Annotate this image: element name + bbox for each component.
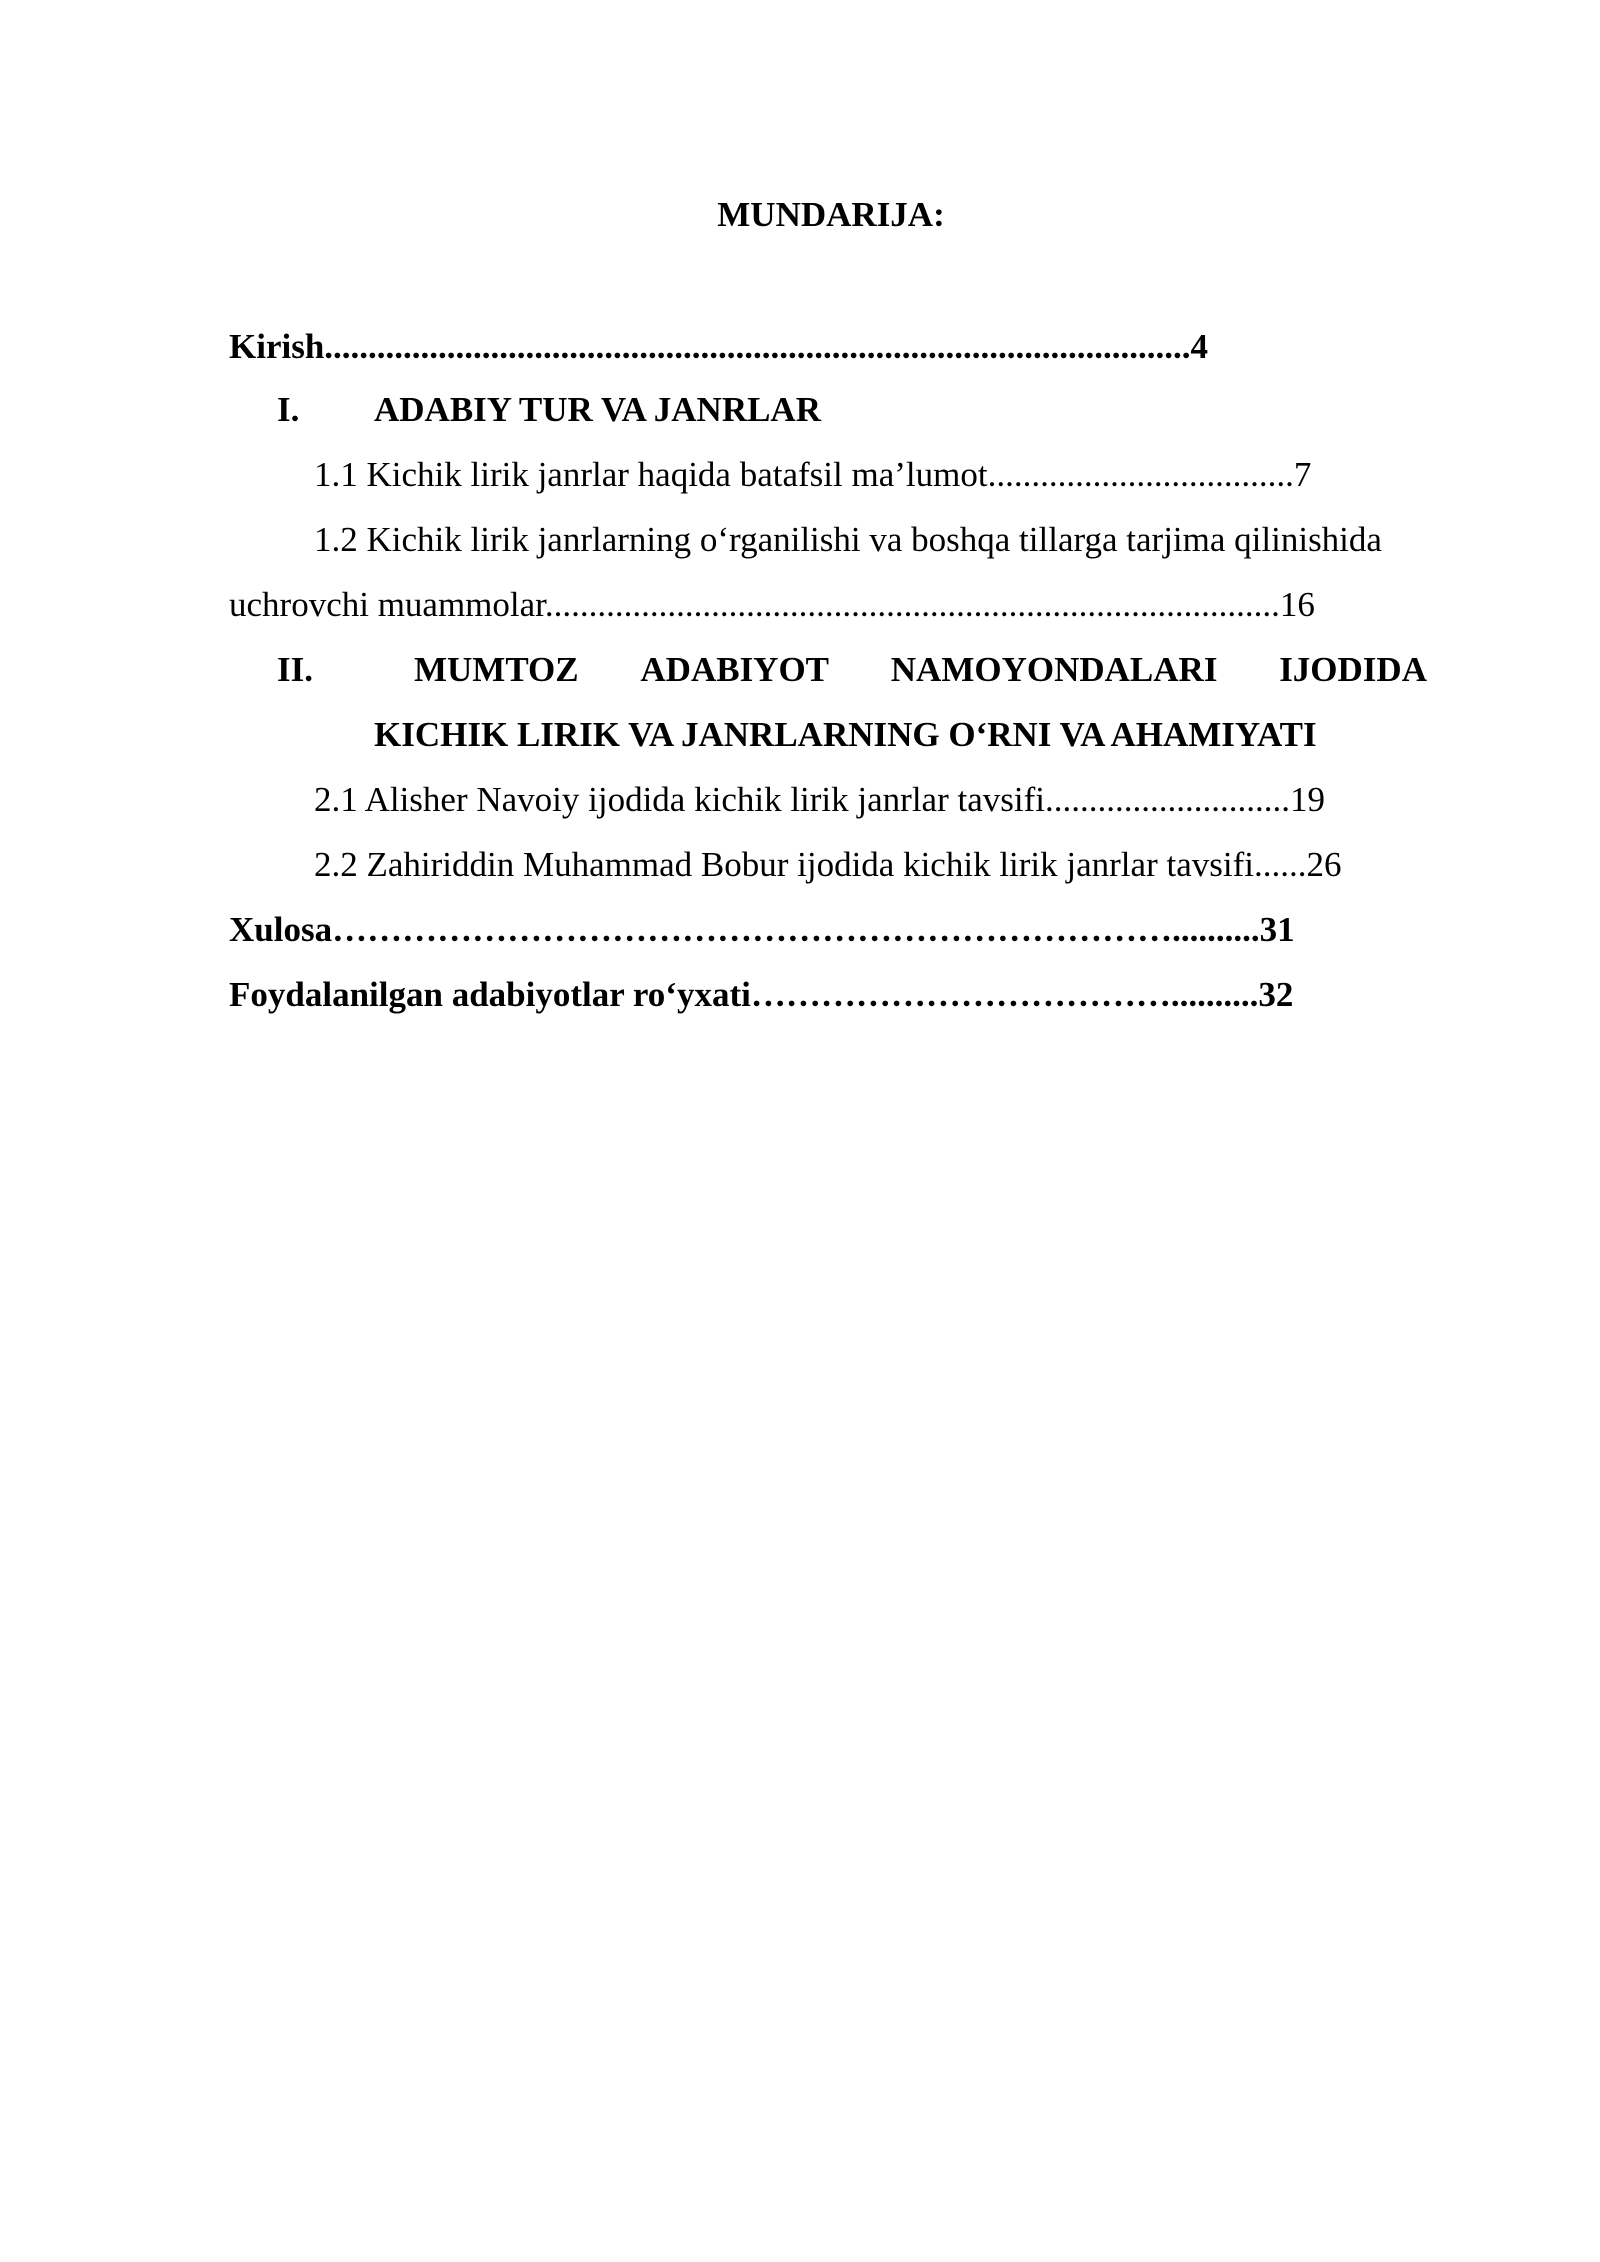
toc-page-number: 31	[1259, 910, 1295, 949]
toc-entry-label: Xulosa	[229, 910, 333, 949]
toc-leader: ......	[1253, 845, 1307, 884]
toc-entry-2-2	[314, 840, 1341, 890]
toc-page-number: 7	[1293, 455, 1312, 494]
toc-leader: ...................................................................................................	[324, 327, 1191, 366]
toc-page-number: 26	[1306, 845, 1342, 884]
toc-page-number: 4	[1190, 327, 1209, 366]
toc-entry-references	[229, 970, 1293, 1020]
toc-entry-label: 1.1 Kichik lirik janrlar haqida batafsil ma’lumot	[314, 455, 988, 494]
chapter-number: II.	[277, 650, 313, 689]
page-title: MUNDARIJA:	[717, 195, 945, 234]
toc-leader: ………………………………………………………………..........	[332, 910, 1260, 949]
chapter-title-word: ADABIYOT	[640, 650, 830, 689]
toc-entry-label: uchrovchi muammolar	[229, 585, 545, 624]
chapter-title-word: NAMOYONDALARI	[890, 650, 1218, 689]
toc-entry-label: 2.1 Alisher Navoiy ijodida kichik lirik janrlar tavsifi	[314, 780, 1045, 819]
toc-leader: ....................................................................................	[544, 585, 1280, 624]
toc-entry-label: Foydalanilgan adabiyotlar ro‘yxati	[229, 975, 751, 1014]
toc-entry-kirish	[229, 322, 1208, 372]
toc-entry-label: Kirish	[229, 327, 325, 366]
chapter-title-word: MUMTOZ	[414, 650, 579, 689]
toc-entry-continuation	[229, 580, 1315, 630]
chapter-number: I.	[277, 390, 300, 429]
toc-leader: ………………………………..........	[750, 975, 1259, 1014]
chapter-title-word: IJODIDA	[1279, 650, 1427, 689]
toc-page-number: 19	[1289, 780, 1325, 819]
toc-entry-2-1	[314, 775, 1325, 825]
toc-entry-1-1	[314, 450, 1311, 500]
toc-entry-xulosa	[229, 905, 1295, 955]
toc-leader: ...................................	[987, 455, 1294, 494]
toc-page-number: 32	[1258, 975, 1294, 1014]
chapter-title-line-1	[414, 645, 1427, 695]
chapter-title: ADABIY TUR VA JANRLAR	[374, 390, 821, 429]
chapter-title-line-2: KICHIK LIRIK VA JANRLARNING O‘RNI VA AHAMIYATI	[374, 715, 1317, 754]
toc-entry-label: 2.2 Zahiriddin Muhammad Bobur ijodida kichik lirik janrlar tavsifi	[314, 845, 1254, 884]
toc-leader: ............................	[1044, 780, 1290, 819]
toc-entry-label: 1.2 Kichik lirik janrlarning o‘rganilishi va boshqa tillarga tarjima qilinishida	[314, 520, 1382, 559]
toc-page-number: 16	[1279, 585, 1315, 624]
